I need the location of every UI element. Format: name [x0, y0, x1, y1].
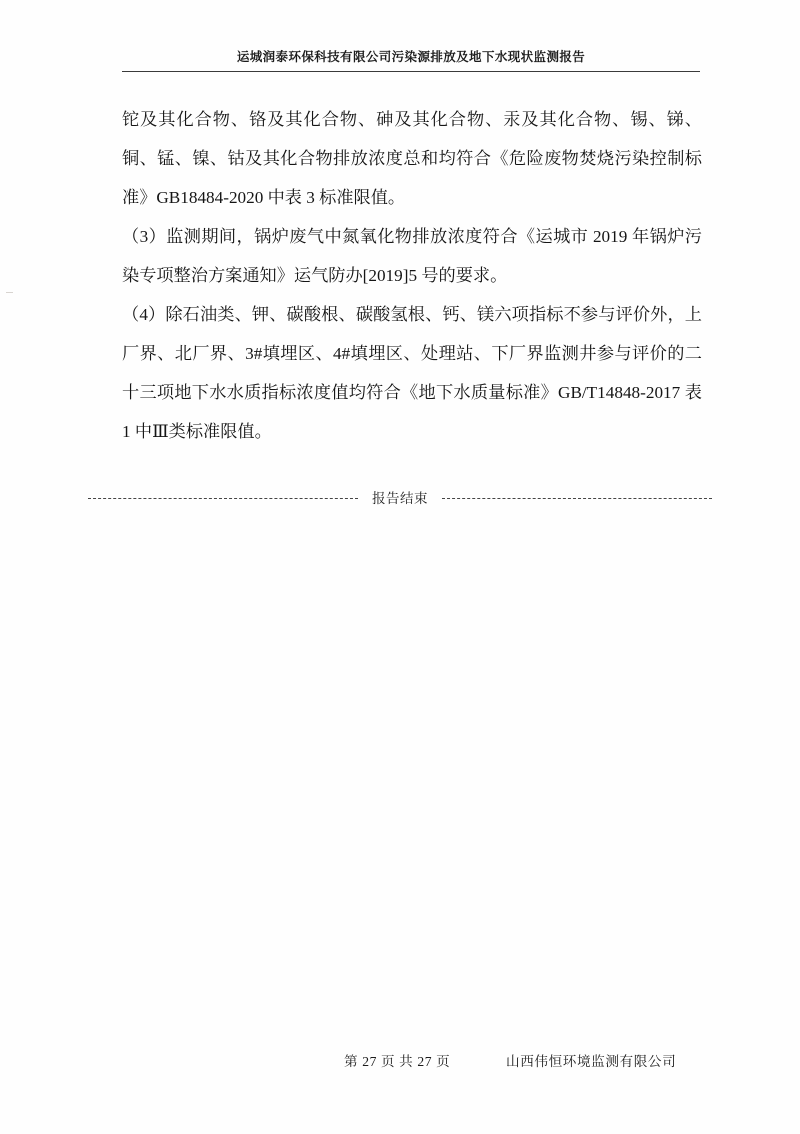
dashed-line-right — [442, 498, 712, 499]
report-end-divider — [88, 487, 712, 507]
report-end-label: 报告结束 — [372, 491, 428, 506]
paragraph: （3）监测期间，锅炉废气中氮氧化物排放浓度符合《运城市 2019 年锅炉污染专项整治方案通知》运气防办[2019]5 号的要求。 — [122, 227, 702, 285]
footer-page-number: 第 27 页 共 27 页 — [344, 1054, 451, 1069]
scan-artifact — [6, 292, 13, 293]
paragraph: （4）除石油类、钾、碳酸根、碳酸氢根、钙、镁六项指标不参与评价外，上厂界、北厂界、3#填埋区、4#填埋区、处理站、下厂界监测井参与评价的二十三项地下水水质指标浓度值均符合《地下水质量标准》GB/T14848-2017 表 1 中Ⅲ类标准限值。 — [122, 305, 702, 441]
paragraph: 铊及其化合物、铬及其化合物、砷及其化合物、汞及其化合物、锡、锑、铜、锰、镍、钴及其化合物排放浓度总和均符合《危险废物焚烧污染控制标准》GB18484-2020 中表 3 标准限值。 — [122, 110, 702, 207]
header-divider — [122, 71, 700, 72]
header-title: 运城润泰环保科技有限公司污染源排放及地下水现状监测报告 — [236, 50, 586, 64]
document-body — [122, 100, 702, 451]
footer-organization: 山西伟恒环境监测有限公司 — [506, 1054, 677, 1069]
page-header — [122, 48, 700, 72]
page-footer — [122, 1048, 702, 1072]
dashed-line-left — [88, 498, 358, 499]
